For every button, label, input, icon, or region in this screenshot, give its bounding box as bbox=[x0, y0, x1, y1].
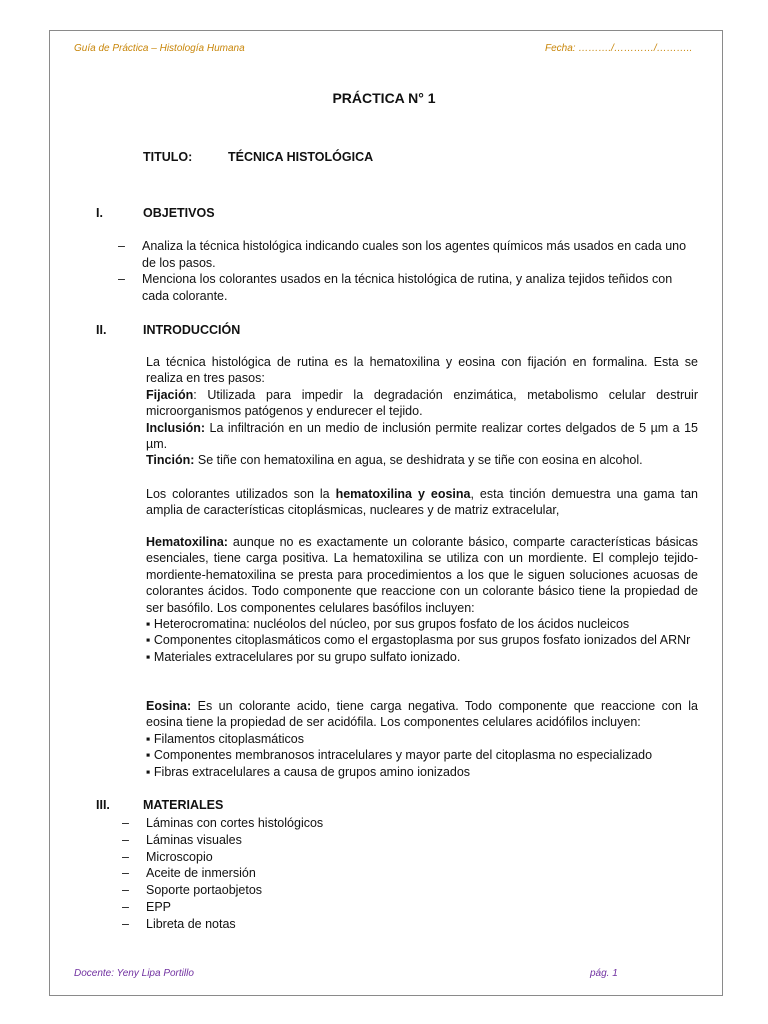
intro-block-tecnica bbox=[146, 354, 698, 469]
material-text: Soporte portaobjetos bbox=[146, 883, 263, 898]
basofilo-item: ▪ Componentes citoplasmáticos como el ergastoplasma por sus grupos fosfato ionizados del ARNr bbox=[146, 632, 698, 648]
material-item bbox=[122, 882, 323, 899]
header-date: Fecha: ………./…………/……….. bbox=[545, 43, 693, 54]
eosina-block bbox=[146, 698, 698, 780]
materials-list bbox=[122, 815, 323, 933]
material-text: Microscopio bbox=[146, 849, 213, 864]
dash-bullet: – bbox=[118, 239, 125, 253]
hematoxilina-paragraph bbox=[146, 534, 698, 616]
eosina-text: Es un colorante acido, tiene carga negativa. Todo componente que reaccione con la eosina tiene la propiedad de ser acidófila. Los componentes celulares acidófilos incluyen: bbox=[146, 699, 698, 730]
material-item bbox=[122, 832, 323, 849]
eosina-label: Eosina: bbox=[146, 699, 192, 713]
material-text: Libreta de notas bbox=[146, 916, 236, 931]
inclusion-paragraph bbox=[146, 420, 698, 453]
material-item bbox=[122, 815, 323, 832]
material-item bbox=[122, 916, 323, 933]
section-title-introduccion: INTRODUCCIÓN bbox=[143, 323, 241, 337]
material-item bbox=[122, 899, 323, 916]
objective-item bbox=[118, 238, 698, 271]
section-number-materiales: III. bbox=[96, 798, 110, 812]
titulo-label: TITULO: bbox=[143, 150, 193, 164]
tincion-label: Tinción: bbox=[146, 453, 195, 468]
dash-bullet: – bbox=[122, 866, 129, 881]
basofilo-item: ▪ Materiales extracelulares por su grupo sulfato ionizado. bbox=[146, 649, 698, 665]
tincion-paragraph bbox=[146, 452, 698, 468]
header-course: Guía de Práctica – Histología Humana bbox=[74, 43, 245, 54]
colorantes-bold: hematoxilina y eosina bbox=[335, 487, 471, 501]
inclusion-label: Inclusión: bbox=[146, 420, 206, 435]
footer-page-number: pág. 1 bbox=[590, 968, 618, 979]
objective-item bbox=[118, 271, 698, 304]
inclusion-text: La infiltración en un medio de inclusión permite realizar cortes delgados de 5 µm a 15 µm. bbox=[146, 420, 698, 452]
dash-bullet: – bbox=[122, 899, 129, 914]
dash-bullet: – bbox=[118, 272, 125, 286]
section-title-materiales: MATERIALES bbox=[143, 798, 224, 812]
dash-bullet: – bbox=[122, 816, 129, 830]
dash-bullet: – bbox=[122, 849, 129, 864]
material-item bbox=[122, 849, 323, 866]
basofilo-item: ▪ Heterocromatina: nucléolos del núcleo, por sus grupos fosfato de los ácidos nucleicos bbox=[146, 616, 698, 632]
objective-text: Analiza la técnica histológica indicando cuales son los agentes químicos más usados en cada uno de los pasos. bbox=[142, 239, 687, 270]
hematoxilina-text: aunque no es exactamente un colorante básico, comparte características básicas esenciales, tiene carga positiva. La hematoxilina se utiliza con un mordiente. El complejo tejido-mordiente-hematoxilina se presta para procedimientos a los que le siguen soluciones acuosas de colorantes ácidos. Todo componente que reaccione con un colorante básico tiene la propiedad de ser basófilo. Los componentes celulares basófilos incluyen: bbox=[146, 535, 698, 615]
material-text: Aceite de inmersión bbox=[146, 866, 256, 881]
colorantes-paragraph bbox=[146, 486, 698, 519]
fijacion-paragraph bbox=[146, 387, 698, 420]
colorantes-text-pre: Los colorantes utilizados son la bbox=[146, 487, 336, 501]
acidofilo-item: ▪ Componentes membranosos intracelulares y mayor parte del citoplasma no especializado bbox=[146, 747, 698, 763]
intro-paragraph: La técnica histológica de rutina es la hematoxilina y eosina con fijación en formalina. Esta se realiza en tres pasos: bbox=[146, 355, 698, 386]
material-item bbox=[122, 865, 323, 882]
titulo-value: TÉCNICA HISTOLÓGICA bbox=[228, 150, 374, 164]
hematoxilina-block bbox=[146, 534, 698, 665]
hematoxilina-label: Hematoxilina: bbox=[146, 535, 228, 549]
dash-bullet: – bbox=[122, 916, 129, 931]
material-text: Láminas con cortes histológicos bbox=[146, 816, 324, 830]
acidofilo-item: ▪ Filamentos citoplasmáticos bbox=[146, 731, 698, 747]
section-number-objetivos: I. bbox=[96, 206, 103, 220]
eosina-paragraph bbox=[146, 698, 698, 731]
acidofilo-item: ▪ Fibras extracelulares a causa de grupos amino ionizados bbox=[146, 764, 698, 780]
tincion-text: Se tiñe con hematoxilina en agua, se deshidrata y se tiñe con eosina en alcohol. bbox=[194, 453, 643, 468]
page-title: PRÁCTICA N° 1 bbox=[332, 90, 436, 106]
fijacion-text: : Utilizada para impedir la degradación enzimática, metabolismo celular destruir microorganismos patógenos y endurecer el tejido. bbox=[146, 387, 698, 419]
section-title-objetivos: OBJETIVOS bbox=[143, 206, 215, 220]
dash-bullet: – bbox=[122, 883, 129, 898]
footer-teacher: Docente: Yeny Lipa Portillo bbox=[74, 968, 194, 979]
dash-bullet: – bbox=[122, 832, 129, 847]
section-number-introduccion: II. bbox=[96, 323, 107, 337]
fijacion-label: Fijación bbox=[146, 387, 194, 402]
material-text: Láminas visuales bbox=[146, 832, 242, 847]
material-text: EPP bbox=[146, 899, 172, 914]
objective-text: Menciona los colorantes usados en la técnica histológica de rutina, y analiza tejidos teñidos con cada colorante. bbox=[142, 272, 673, 303]
colorantes-text-post: , esta tinción demuestra una gama tan amplia de características citoplásmicas, nucleares y de matriz extracelular, bbox=[146, 487, 698, 518]
